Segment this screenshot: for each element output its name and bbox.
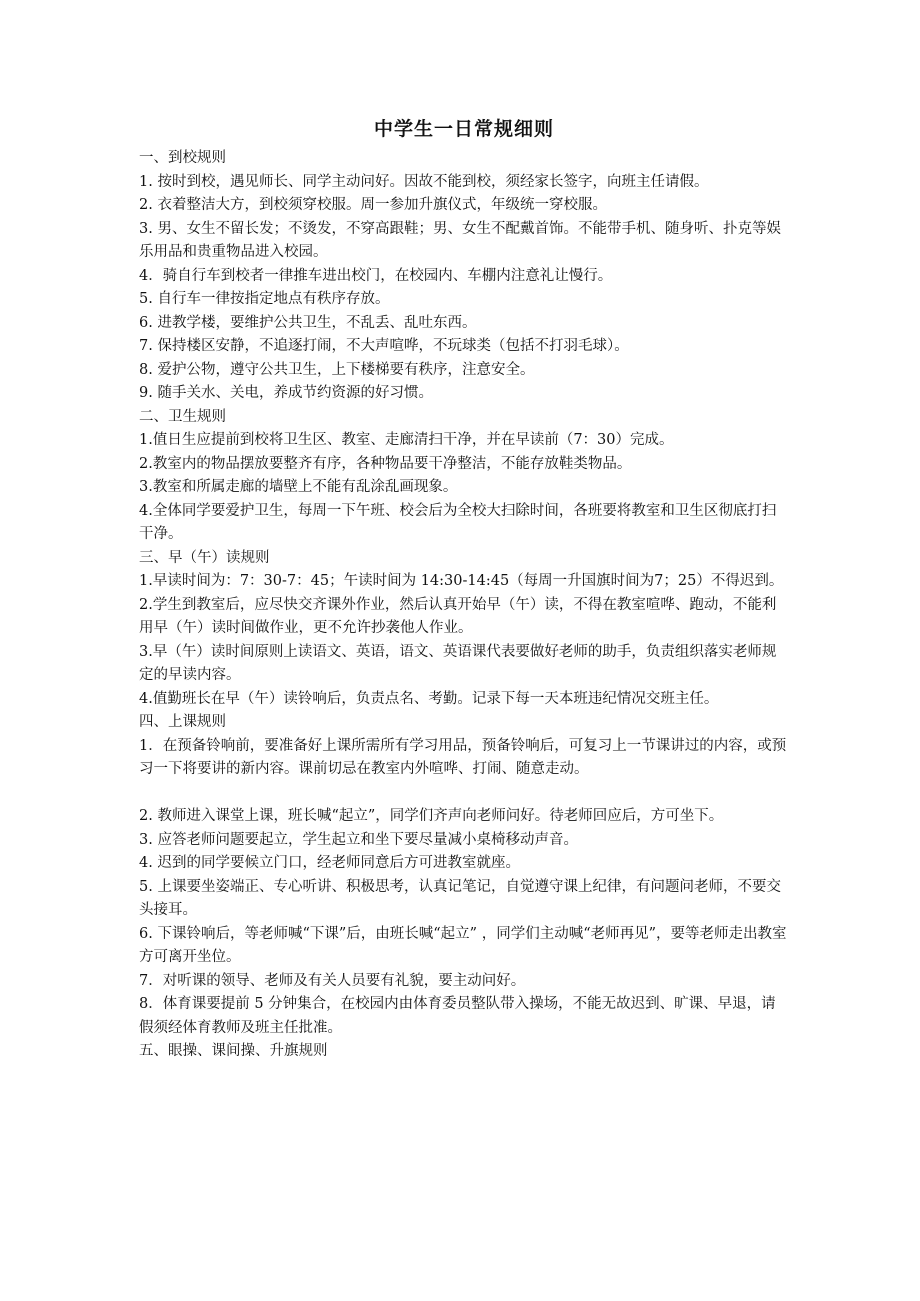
rule-item: 4.全体同学要爱护卫生，每周一下午班、校会后为全校大扫除时间，各班要将教室和卫生区彻底打扫干净。 (139, 502, 777, 542)
rule-item: 3. 男、女生不留长发；不烫发，不穿高跟鞋；男、女生不配戴首饰。不能带手机、随身听、扑克等娱乐用品和贵重物品进入校园。 (139, 220, 781, 260)
rule-item: 1.值日生应提前到校将卫生区、教室、走廊清扫干净，并在早读前（7：30）完成。 (139, 432, 674, 448)
section-heading-class: 四、上课规则 (139, 714, 226, 730)
rule-item: 3.教室和所属走廊的墙壁上不能有乱涂乱画现象。 (139, 479, 458, 495)
document-page (139, 112, 789, 1064)
rule-item: 8．体育课要提前 5 分钟集合，在校园内由体育委员整队带入操场，不能无故迟到、旷课、早退，请假须经体育教师及班主任批准。 (139, 996, 776, 1036)
rule-item: 8. 爱护公物，遵守公共卫生，上下楼梯要有秩序，注意安全。 (139, 361, 535, 378)
rule-item: 4.值勤班长在早（午）读铃响后，负责点名、考勤。记录下每一天本班违纪情况交班主任。 (139, 690, 719, 707)
rule-item: 6. 进教学楼，要维护公共卫生，不乱丢、乱吐东西。 (139, 314, 477, 331)
section-heading-reading: 三、早（午）读规则 (139, 549, 270, 566)
rule-item: 9. 随手关水、关电，养成节约资源的好习惯。 (139, 385, 433, 401)
section-heading-arrival: 一、到校规则 (139, 150, 226, 166)
rule-item: 5. 上课要坐姿端正、专心听讲、积极思考，认真记笔记，自觉遵守课上纪律，有问题问老师，不要交头接耳。 (139, 878, 781, 918)
rule-item: 7．对听课的领导、老师及有关人员要有礼貌，要主动问好。 (139, 972, 526, 989)
rule-item: 3.早（午）读时间原则上读语文、英语，语文、英语课代表要做好老师的助手，负责组织落实老师规定的早读内容。 (139, 643, 777, 683)
rule-item: 5. 自行车一律按指定地点有秩序存放。 (139, 291, 390, 307)
rule-item: 2. 衣着整洁大方，到校须穿校服。周一参加升旗仪式，年级统一穿校服。 (139, 197, 607, 213)
rule-item: 6. 下课铃响后，等老师喊“下课”后，由班长喊“起立” ，同学们主动喊“老师再见”，要等老师走出教室方可离开坐位。 (139, 925, 787, 965)
rule-item: 1. 按时到校，遇见师长、同学主动问好。因故不能到校，须经家长签字，向班主任请假。 (139, 173, 709, 190)
rule-item: 1.早读时间为：7：30-7：45；午读时间为 14:30-14:45（每周一升国旗时间为7；25）不得迟到。 (139, 573, 784, 589)
document-title: 中学生一日常规细则 (373, 118, 554, 140)
rule-item: 7. 保持楼区安静，不追逐打闹，不大声喧哗，不玩球类（包括不打羽毛球）。 (139, 338, 629, 354)
section-heading-hygiene: 二、卫生规则 (139, 408, 226, 425)
rule-item: 4. 迟到的同学要候立门口，经老师同意后方可进教室就座。 (139, 855, 520, 871)
rule-item: 4．骑自行车到校者一律推车进出校门，在校园内、车棚内注意礼让慢行。 (139, 267, 613, 284)
rule-item: 1．在预备铃响前，要准备好上课所需所有学习用品，预备铃响后，可复习上一节课讲过的内容，或预习一下将要讲的新内容。课前切忌在教室内外喧哗、打闹、随意走动。 (139, 737, 787, 777)
rule-item: 3. 应答老师问题要起立，学生起立和坐下要尽量减小桌椅移动声音。 (139, 831, 578, 848)
rule-item: 2.学生到教室后，应尽快交齐课外作业，然后认真开始早（午）读，不得在教室喧哗、跑动，不能利用早（午）读时间做作业，更不允许抄袭他人作业。 (139, 596, 777, 636)
rule-item: 2.教室内的物品摆放要整齐有序，各种物品要干净整洁，不能存放鞋类物品。 (139, 455, 632, 472)
section-heading-exercise: 五、眼操、课间操、升旗规则 (139, 1043, 328, 1059)
rule-item: 2. 教师进入课堂上课，班长喊“起立”，同学们齐声向老师问好。待老师回应后，方可坐下。 (139, 808, 724, 824)
